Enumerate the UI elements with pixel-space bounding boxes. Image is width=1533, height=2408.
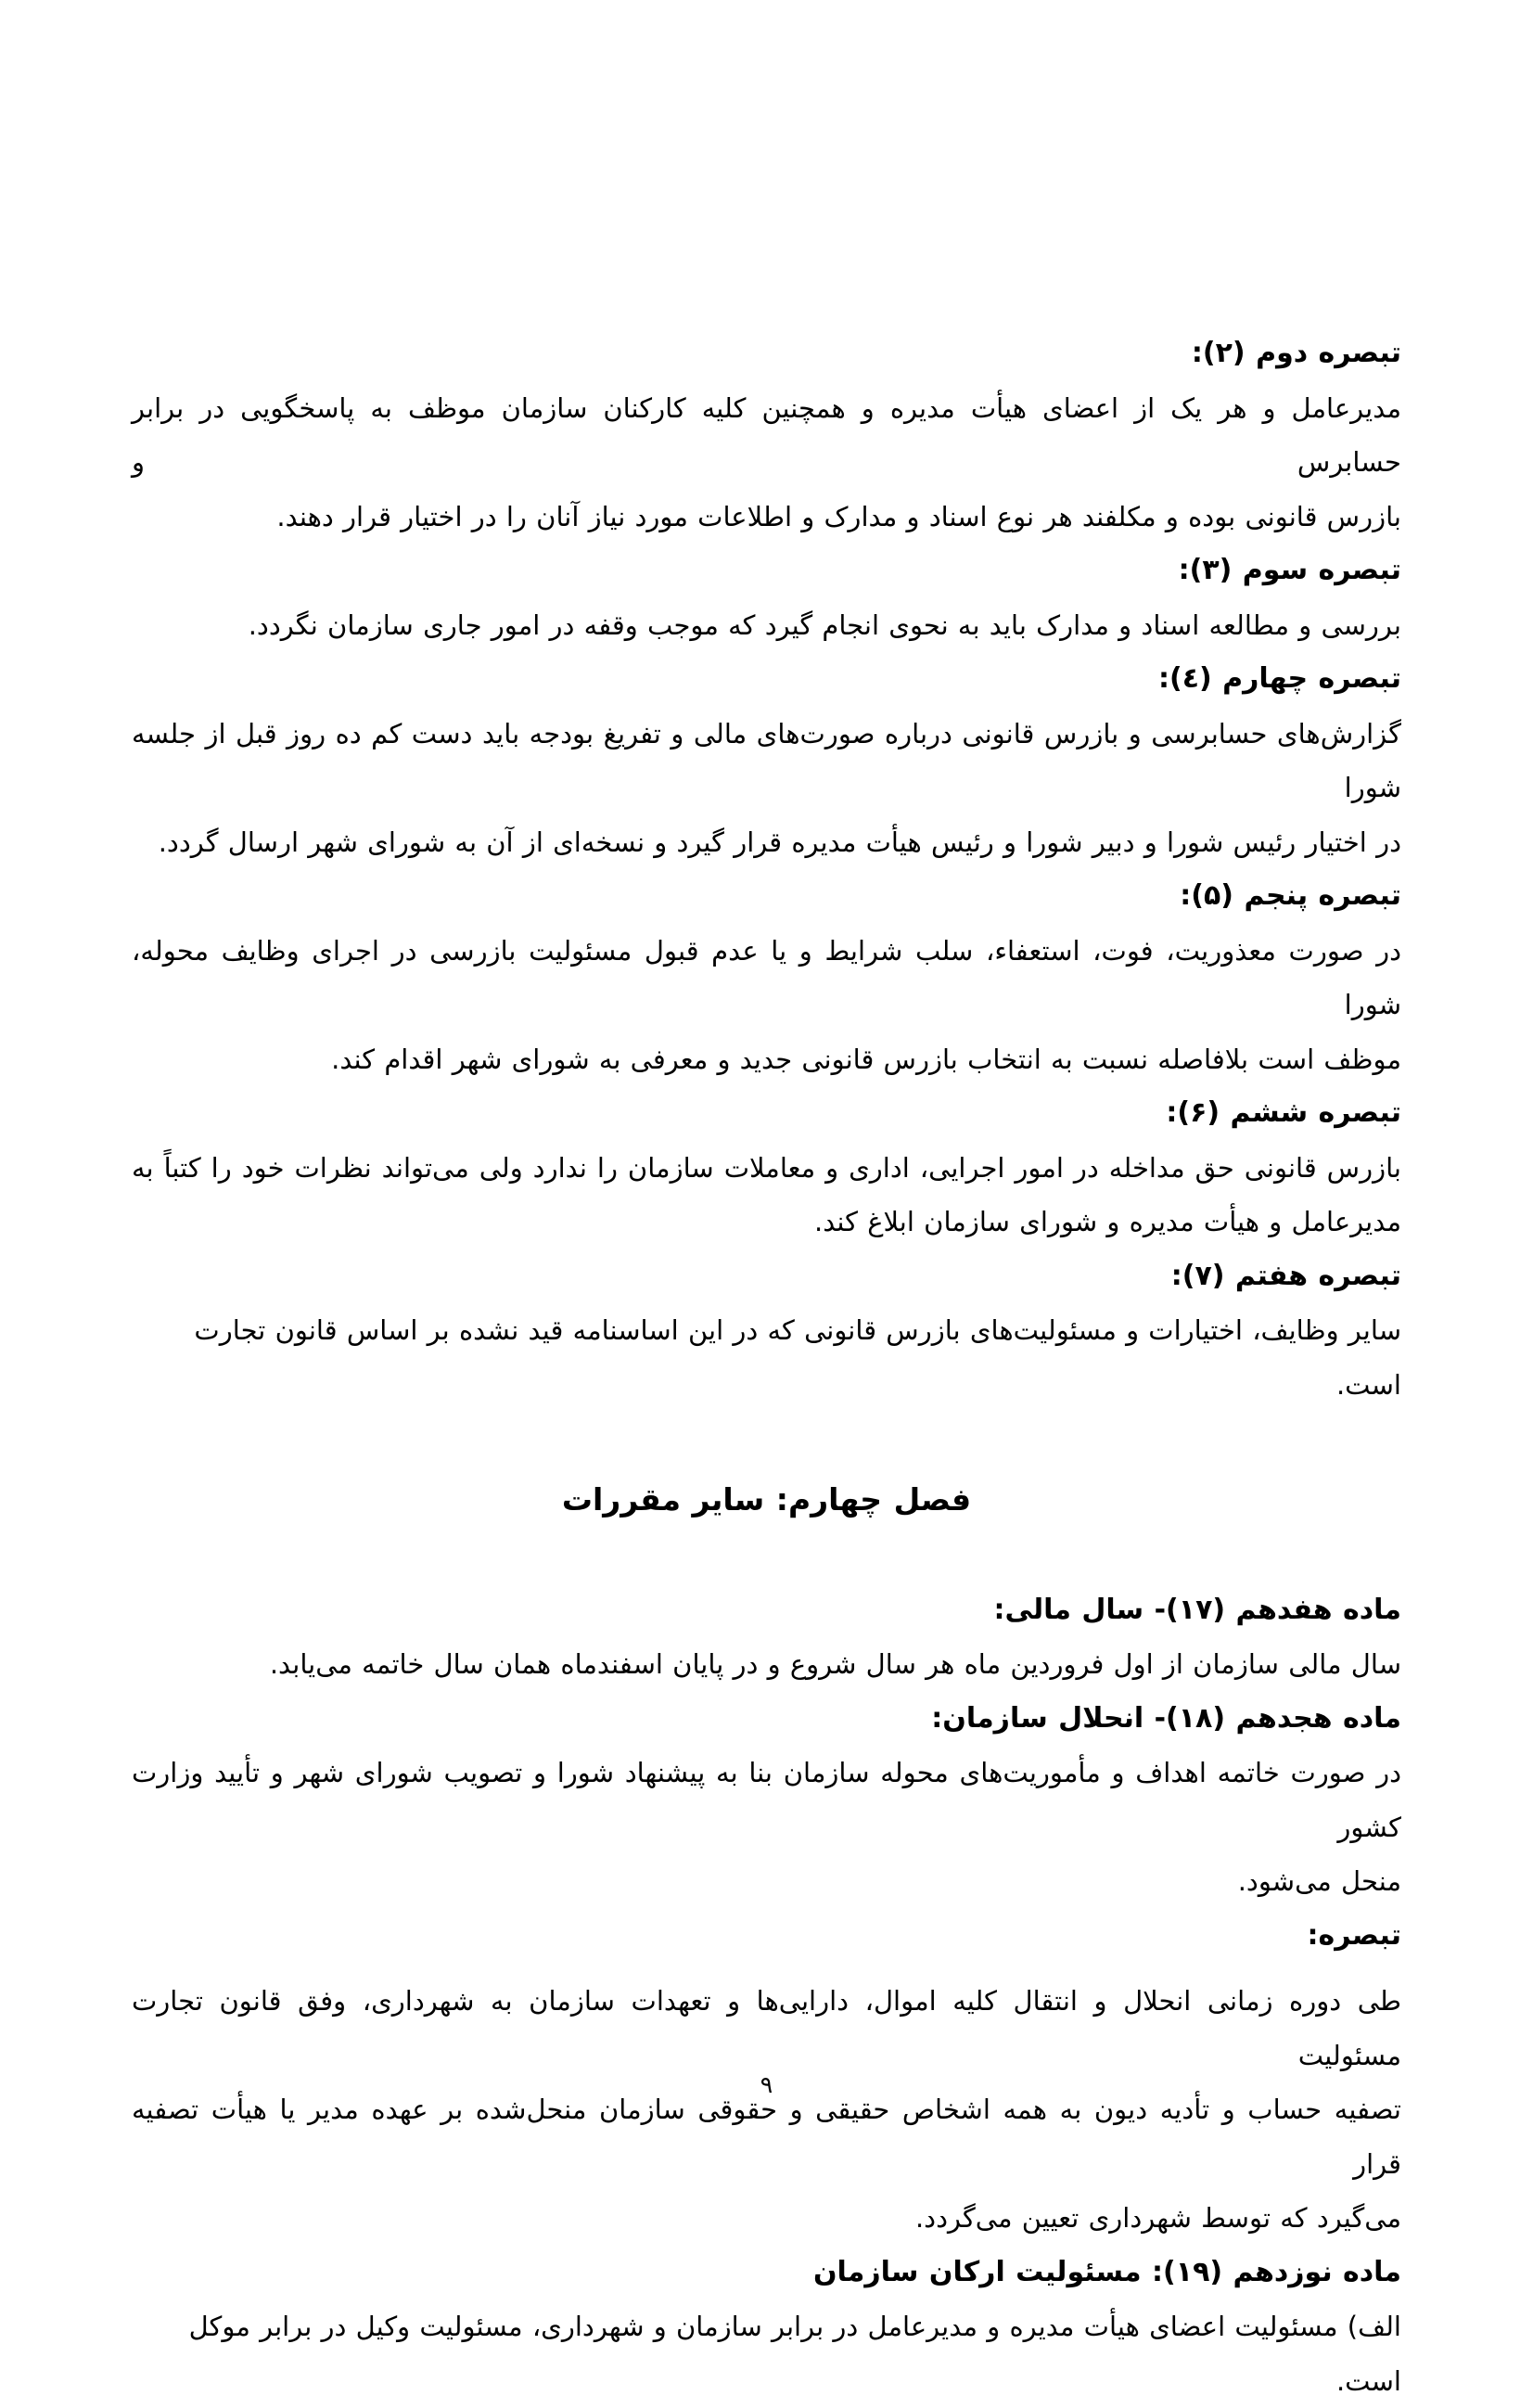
clause-4-heading: تبصره چهارم (٤): — [1157, 662, 1401, 695]
article-18-heading: ماده هجدهم (۱۸)- انحلال سازمان: — [931, 1701, 1401, 1735]
article-19-body: الف) مسئولیت اعضای هیأت مدیره و مدیرعامل در برابر سازمان و شهرداری، مسئولیت وکیل در برابر موکل است. — [188, 2311, 1401, 2397]
clause-5-heading: تبصره پنجم (۵): — [1180, 879, 1401, 912]
article-17-body: سال مالی سازمان از اول فروردین ماه هر سال شروع و در پایان اسفندماه همان سال خاتمه می‌یابد. — [269, 1648, 1401, 1680]
clause-2-heading: تبصره دوم (۲): — [1191, 337, 1401, 369]
clause-5-body-line-2: موظف است بلافاصله نسبت به انتخاب بازرس قانونی جدید و معرفی به شورای شهر اقدام کند. — [331, 1043, 1401, 1075]
article-17-heading: ماده هفدهم (۱۷)- سال مالی: — [993, 1593, 1401, 1626]
clause-5-body-line-1: در صورت معذوریت، فوت، استعفاء، سلب شرایط و یا عدم قبول مسئولیت بازرسی در اجرای وظایف محوله، شورا — [132, 934, 1401, 1020]
clause-6-body-line-1: بازرس قانونی حق مداخله در امور اجرایی، اداری و معاملات سازمان را ندارد ولی می‌تواند نظرات خود را کتباً به — [132, 1151, 1401, 1184]
clause-7-heading: تبصره هفتم (۷): — [1170, 1259, 1401, 1292]
clause-2-body-line-2: بازرس قانونی بوده و مکلفند هر نوع اسناد و مدارک و اطلاعات مورد نیاز آنان را در اختیار قرار دهند. — [276, 500, 1401, 532]
article-19-heading: ماده نوزدهم (۱۹): مسئولیت ارکان سازمان — [812, 2255, 1401, 2288]
clause-4-body-line-2: در اختیار رئیس شورا و دبیر شورا و رئیس هیأت مدیره قرار گیرد و نسخه‌ای از آن به شورای شهر ارسال گردد. — [158, 826, 1401, 858]
page-number: ۹ — [760, 2071, 773, 2098]
clause-6-body-line-2: مدیرعامل و هیأت مدیره و شورای سازمان ابلاغ کند. — [813, 1206, 1401, 1237]
article-18-body-line-2: منحل می‌شود. — [1237, 1865, 1401, 1897]
clause-3-heading: تبصره سوم (۳): — [1178, 554, 1401, 586]
note-body-line-1: طی دوره زمانی انحلال و انتقال کلیه اموال، دارایی‌ها و تعهدات سازمان به شهرداری، وفق قانون تجارت مسئولیت — [132, 1985, 1401, 2071]
note-body-line-3: می‌گیرد که توسط شهرداری تعیین می‌گردد. — [914, 2202, 1401, 2234]
article-18-body-line-1: در صورت خاتمه اهداف و مأموریت‌های محوله سازمان بنا به پیشنهاد شورا و تصویب شورای شهر و تأیید وزارت کشور — [132, 1757, 1401, 1843]
clause-2-body-line-1: مدیرعامل و هر یک از اعضای هیأت مدیره و همچنین کلیه کارکنان سازمان موظف به پاسخگویی در برابر حسابرس و — [132, 391, 1401, 478]
clause-3-body: بررسی و مطالعه اسناد و مدارک باید به نحوی انجام گیرد که موجب وقفه در امور جاری سازمان نگردد. — [248, 608, 1401, 641]
chapter-4-heading: فصل چهارم: سایر مقررات — [561, 1481, 972, 1518]
clause-7-body: سایر وظایف، اختیارات و مسئولیت‌های بازرس قانونی که در این اساسنامه قید نشده بر اساس قانون تجارت است. — [194, 1314, 1401, 1401]
note-heading: تبصره: — [1307, 1918, 1401, 1952]
clause-4-body-line-1: گزارش‌های حسابرسی و بازرس قانونی درباره صورت‌های مالی و تفریغ بودجه باید دست کم ده روز قبل از جلسه شورا — [132, 717, 1401, 803]
clause-6-heading: تبصره ششم (۶): — [1166, 1096, 1401, 1129]
note-body-line-2: تصفیه حساب و تأدیه دیون به همه اشخاص حقیقی و حقوقی سازمان منحل‌شده بر عهده مدیر یا هیأت تصفیه قرار — [132, 2094, 1401, 2180]
